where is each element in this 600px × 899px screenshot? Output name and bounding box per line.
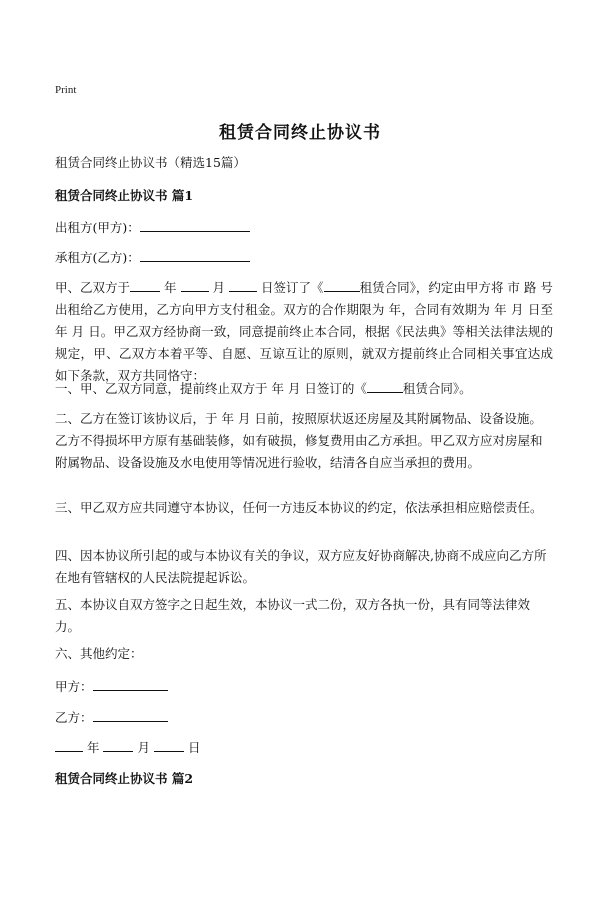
day-blank [229, 277, 257, 292]
party-a-signature [55, 676, 553, 698]
lessee-line [55, 247, 553, 269]
page-title: 租赁合同终止协议书 [219, 123, 381, 143]
clause-3: 三、甲乙双方应共同遵守本协议，任何一方违反本协议的约定，依法承担相应赔偿责任。 [55, 500, 543, 515]
section-heading-2: 租赁合同终止协议书 篇2 [55, 771, 194, 786]
clause-4: 四、因本协议所引起的或与本协议有关的争议，双方应友好协商解决,协商不成应向乙方所在地有管辖权的人民法院提起诉讼。 [55, 548, 547, 585]
print-link[interactable]: Print [55, 84, 77, 96]
clause-5: 五、本协议自双方签字之日起生效，本协议一式二份，双方各执一份，具有同等法律效力。 [55, 597, 531, 634]
main-month-text: 月 [212, 280, 226, 295]
lessee-blank [140, 247, 250, 262]
date-year-text: 年 [86, 740, 100, 755]
main-text-1: 甲、乙双方于 [55, 280, 131, 295]
party-b-signature [55, 707, 553, 729]
date-month-text: 月 [137, 740, 150, 755]
clause-6: 六、其他约定： [55, 646, 143, 661]
party-b-blank [93, 707, 168, 722]
date-line [55, 737, 553, 759]
clause-1-blank [367, 378, 403, 393]
clause-1-text-a: 一、甲、乙双方同意，提前终止双方于 年 月 日签订的《 [55, 381, 367, 396]
month-blank [181, 277, 209, 292]
date-day-text: 日 [187, 740, 201, 755]
party-b-label: 乙方： [55, 710, 93, 725]
clause-1 [55, 378, 553, 400]
document-subtitle: 租赁合同终止协议书（精选15篇） [55, 155, 246, 170]
main-day-text: 日签订了《 [261, 280, 324, 295]
main-year-text: 年 [164, 280, 177, 295]
clause-1-text-b: 租赁合同》。 [402, 381, 472, 396]
main-text-2: 租赁合同》，约定由甲方将 市 路 号出租给乙方使用，乙方向甲方支付租金。双方的合作期限为 年，合同有效期为 年 月 日至 年 月 日。甲乙双方经协商一致，同意提前终止本合同，根据《民法典》等相关法律法规的规定，甲、乙双方本着平等、自愿、互谅互让的原则，就双方提前终止合同相关事宜达成如下条款，双方共同恪守： [55, 280, 553, 383]
date-day-blank [154, 737, 184, 752]
section-heading-1: 租赁合同终止协议书 篇1 [55, 188, 194, 203]
main-paragraph [55, 277, 553, 387]
lessor-blank [140, 217, 250, 232]
party-a-blank [93, 676, 168, 691]
year-blank [130, 277, 160, 292]
party-a-label: 甲方： [55, 679, 93, 694]
lessor-label: 出租方(甲方)： [55, 220, 140, 235]
clause-2: 二、乙方在签订该协议后，于 年 月 日前，按照原状返还房屋及其附属物品、设备设施。乙方不得损坏甲方原有基础装修，如有破损，修复费用由乙方承担。甲乙双方应对房屋和附属物品、设备设施及水电使用等情况进行验收，结清各自应当承担的费用。 [55, 411, 543, 470]
date-year-blank [55, 737, 83, 752]
date-month-blank [103, 737, 133, 752]
lessor-line [55, 217, 553, 239]
contract-blank [324, 277, 360, 292]
lessee-label: 承租方(乙方)： [55, 250, 140, 265]
